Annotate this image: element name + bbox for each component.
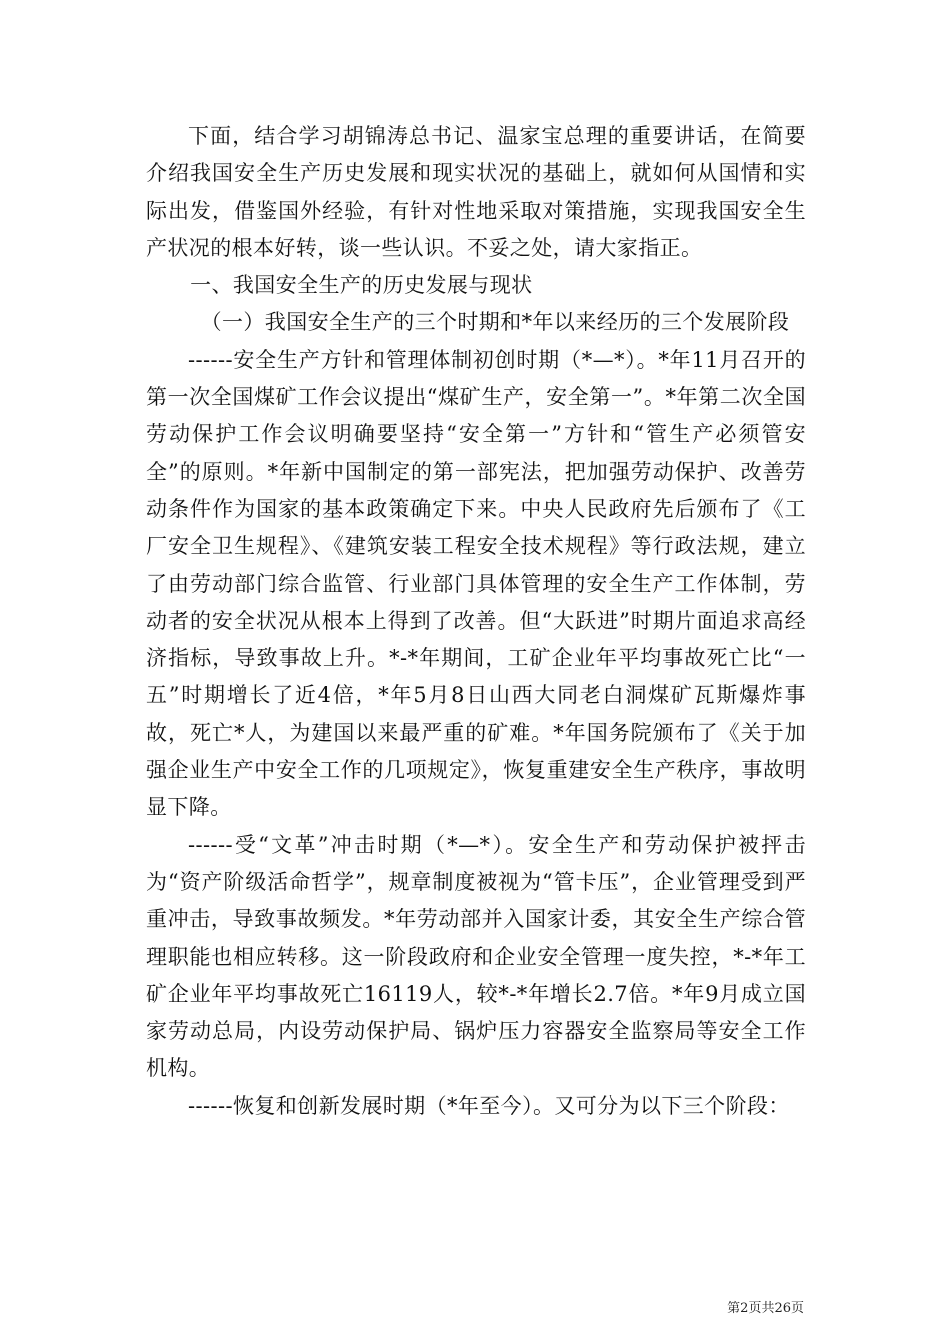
period-paragraph-cultural-revolution: ------受“文革”冲击时期（*—*）。安全生产和劳动保护被抨击为“资产阶级活命哲学”，规章制度被视为“管卡压”，企业管理受到严重冲击，导致事故频发。*年劳动部并入国家计委，其安全生产综合管理职能也相应转移。这一阶段政府和企业安全管理一度失控，*-*年工矿企业年平均事故死亡16119人，较*-*年增长2.7倍。*年9月成立国家劳动总局，内设劳动保护局、锅炉压力容器安全监察局等安全工作机构。 [146,832,806,1081]
intro-paragraph: 下面，结合学习胡锦涛总书记、温家宝总理的重要讲话，在简要介绍我国安全生产历史发展和现实状况的基础上，就如何从国情和实际出发，借鉴国外经验，有针对性地采取对策措施，实现我国安全生产状况的根本好转，谈一些认识。不妥之处，请大家指正。 [146,124,806,260]
subsection-heading: （一）我国安全生产的三个时期和*年以来经历的三个发展阶段 [200,310,790,335]
document-body [146,118,806,1125]
period-paragraph-founding: ------安全生产方针和管理体制初创时期（*—*）。*年11月召开的第一次全国煤矿工作会议提出“煤矿生产，安全第一”。*年第二次全国劳动保护工作会议明确要坚持“安全第一”方针和“管生产必须管安全”的原则。*年新中国制定的第一部宪法，把加强劳动保护、改善劳动条件作为国家的基本政策确定下来。中央人民政府先后颁布了《工厂安全卫生规程》、《建筑安装工程安全技术规程》等行政法规，建立了由劳动部门综合监管、行业部门具体管理的安全生产工作体制，劳动者的安全状况从根本上得到了改善。但“大跃进”时期片面追求高经济指标，导致事故上升。*-*年期间，工矿企业年平均事故死亡比“一五”时期增长了近4倍，*年5月8日山西大同老白洞煤矿瓦斯爆炸事故，死亡*人，为建国以来最严重的矿难。*年国务院颁布了《关于加强企业生产中安全工作的几项规定》，恢复重建安全生产秩序，事故明显下降。 [146,347,806,820]
period-paragraph-recovery: ------恢复和创新发展时期（*年至今）。又可分为以下三个阶段： [188,1093,790,1118]
section-heading: 一、我国安全生产的历史发展与现状 [190,273,533,298]
page-number-footer: 第2页共26页 [727,1301,804,1316]
